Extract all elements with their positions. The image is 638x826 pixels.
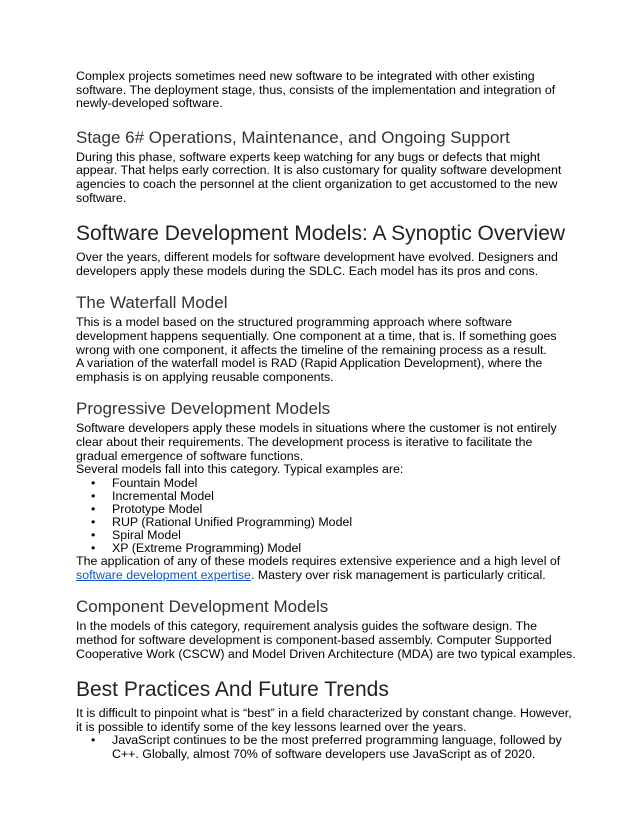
document-page xyxy=(76,70,576,761)
list-item-label: XP (Extreme Programming) Model xyxy=(112,541,302,556)
list-item-label: Spiral Model xyxy=(112,528,181,543)
progressive-paragraph-1: Software developers apply these models in situations where the customer is not entirely clear about their requirements. The development process is iterative to facilitate the gradual emergence of software functions. xyxy=(76,421,557,463)
bullet-icon: • xyxy=(91,528,96,543)
list-item-label: Fountain Model xyxy=(112,475,198,490)
list-item-label: Incremental Model xyxy=(112,488,214,503)
best-practices-paragraph: It is difficult to pinpoint what is “best” in a field characterized by constant change. However, it is possible to identify some of the key lessons learned over the years. xyxy=(76,706,572,734)
expertise-link[interactable]: software development expertise xyxy=(76,567,251,582)
list-item-label: JavaScript continues to be the most preferred programming language, followed by C++. Globally, almost 70% of software developers use JavaScript as of 2020. xyxy=(112,733,562,761)
models-heading: Software Development Models: A Synoptic Overview xyxy=(76,222,566,246)
progressive-paragraph-2: Several models fall into this category. Typical examples are: xyxy=(76,462,404,477)
models-paragraph: Over the years, different models for software development have evolved. Designers and developers apply these models during the SDLC. Each model has its pros and cons. xyxy=(76,250,558,278)
best-practices-heading: Best Practices And Future Trends xyxy=(76,678,389,702)
intro-paragraph: Complex projects sometimes need new software to be integrated with other existing software. The deployment stage, thus, consists of the implementation and integration of newly-developed software. xyxy=(76,69,556,111)
bullet-icon: • xyxy=(91,733,96,748)
list-item xyxy=(76,542,576,555)
bullet-icon: • xyxy=(91,475,96,490)
expertise-text-after: . Mastery over risk management is particularly critical. xyxy=(250,567,546,582)
list-item-label: Prototype Model xyxy=(112,501,203,516)
bullet-icon: • xyxy=(91,514,96,529)
expertise-text-before: The application of any of these models requires extensive experience and a high level of xyxy=(76,554,561,569)
best-practices-list xyxy=(76,734,576,760)
stage6-paragraph: During this phase, software experts keep watching for any bugs or defects that might appear. That helps early correction. It is also customary for quality software development agencies to coach the personnel at the client organization to get accustomed to the new software. xyxy=(76,149,562,205)
progressive-paragraph-3 xyxy=(76,555,576,582)
bullet-icon: • xyxy=(91,541,96,556)
component-heading: Component Development Models xyxy=(76,597,329,617)
waterfall-paragraph-2: A variation of the waterfall model is RAD (Rapid Application Development), where the emphasis is on applying reusable components. xyxy=(76,356,543,384)
component-paragraph: In the models of this category, requirement analysis guides the software design. The method for software development is component-based assembly. Computer Supported Cooperative Work (CSCW) and Model Driven Architecture (MDA) are two typical examples. xyxy=(76,619,576,661)
progressive-heading: Progressive Development Models xyxy=(76,399,331,419)
stage6-heading: Stage 6# Operations, Maintenance, and Ongoing Support xyxy=(76,127,510,147)
bullet-icon: • xyxy=(91,488,96,503)
bullet-icon: • xyxy=(91,501,96,516)
list-item xyxy=(76,734,576,760)
waterfall-paragraph-1: This is a model based on the structured programming approach where software development happens sequentially. One component at a time, that is. If something goes wrong with one component, it affects the timeline of the remaining process as a result. xyxy=(76,315,557,357)
waterfall-heading: The Waterfall Model xyxy=(76,293,228,313)
list-item-label: RUP (Rational Unified Programming) Model xyxy=(112,514,353,529)
progressive-model-list xyxy=(76,477,576,556)
